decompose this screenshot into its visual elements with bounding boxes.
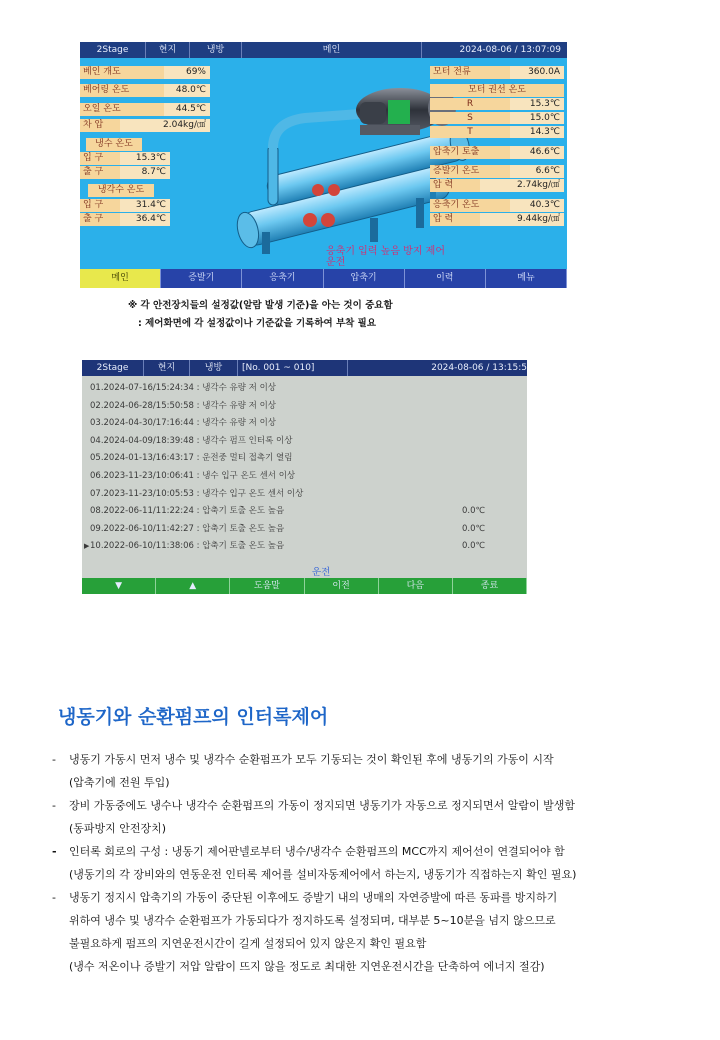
list-item[interactable] (90, 433, 510, 451)
scroll-up-button[interactable]: ▲ (156, 578, 230, 594)
evaporator-temp-value: 6.6℃ (510, 165, 564, 178)
section-heading: 냉동기와 순환펌프의 인터록제어 (58, 706, 329, 728)
winding-r-value: 15.3℃ (510, 98, 564, 110)
bullet-line (52, 863, 692, 886)
history-value: 0.0℃ (462, 506, 486, 517)
tab-evaporator[interactable]: 증발기 (161, 269, 242, 288)
alarm-line-1: 응축기 입력 높음 방지 제어 (326, 246, 445, 257)
discharge-label: 압축기 토출 (430, 146, 510, 159)
stage-indicator: 2Stage (80, 42, 146, 58)
evaporator-pressure-value: 2.74kg/㎠ (480, 179, 564, 192)
chilled-in-value: 15.3℃ (120, 152, 170, 165)
bullet-text: 인터록 회로의 구성 : 냉동기 제어판넬로부터 냉수/냉각수 순환펌프의 MCC까지 제어선이 연결되어야 함 (69, 845, 565, 858)
list-item[interactable] (90, 503, 510, 521)
list-item[interactable] (90, 415, 510, 433)
run-status: 운전 (326, 257, 346, 268)
mode-cooling: 냉방 (190, 42, 242, 58)
note-line-2: : 제어화면에 각 설정값이나 기준값을 기록하여 부착 필요 (138, 318, 377, 329)
winding-s-label: S (430, 112, 510, 124)
list-item[interactable] (90, 521, 510, 539)
bullet-text: (냉동기의 각 장비와의 연동운전 인터록 제어를 설비자동제어에서 하는지, 냉동기가 직접하는지 확인 필요) (69, 868, 577, 881)
scroll-down-button[interactable]: ▼ (82, 578, 156, 594)
history-text: 04.2024-04-09/18:39:48 : 냉각수 펌프 인터록 이상 (90, 435, 293, 446)
screen1-tab-bar (80, 269, 567, 288)
list-item-selected[interactable] (84, 538, 510, 556)
mode-local: 현지 (146, 42, 190, 58)
history-text: 02.2024-06-28/15:50:58 : 냉각수 유량 저 이상 (90, 400, 277, 411)
history-text: 09.2022-06-10/11:42:27 : 압축기 토출 온도 높음 (90, 523, 285, 534)
screen1-status-bar (80, 42, 567, 58)
bullet-line (52, 794, 692, 817)
bullet-text: 냉동기 정지시 압축기의 가동이 중단된 이후에도 증발기 내의 냉매의 자연증발에 따른 동파를 방지하기 (69, 891, 558, 904)
chilled-out-label: 출 구 (80, 166, 120, 179)
screen2-button-bar (82, 578, 527, 594)
alarm-history-screen (82, 360, 527, 594)
history-text: 01.2024-07-16/15:24:34 : 냉각수 유량 저 이상 (90, 383, 277, 393)
motor-current-label: 모터 전류 (430, 66, 510, 79)
list-item[interactable] (90, 468, 510, 486)
history-text: 10.2022-06-10/11:38:06 : 압축기 토출 온도 높음 (90, 541, 285, 552)
evaporator-temp-label: 증발기 온도 (430, 165, 510, 178)
stage-indicator-2: 2Stage (82, 360, 144, 376)
screen2-datetime: 2024-08-06 / 13:15:5 (431, 363, 527, 373)
history-text: 03.2024-04-30/17:16:44 : 냉각수 유량 저 이상 (90, 418, 277, 429)
condenser-temp-label: 응축기 온도 (430, 199, 510, 212)
winding-t-label: T (430, 126, 510, 138)
bullet-line (52, 840, 692, 863)
vane-opening-value: 69% (164, 66, 210, 79)
condenser-temp-value: 40.3℃ (510, 199, 564, 212)
condenser-pressure-label: 압 력 (430, 213, 480, 226)
bullet-line (52, 748, 692, 771)
bearing-temp-value: 48.0℃ (164, 84, 210, 97)
condenser-pressure-value: 9.44kg/㎠ (480, 213, 564, 226)
bullet-line (52, 955, 692, 978)
prev-button[interactable]: 이전 (305, 578, 379, 594)
oil-temp-label: 오일 온도 (80, 103, 164, 116)
bullet-dash: - (52, 753, 56, 766)
bullet-dash: - (52, 845, 57, 858)
bullet-text: 위하여 냉수 및 냉각수 순환펌프가 가동되다가 정지하도록 설정되며, 대부분 5~10분을 넘지 않으므로 (69, 914, 556, 927)
chilled-water-title: 냉수 온도 (86, 138, 142, 151)
tab-history[interactable]: 이력 (405, 269, 486, 288)
bullet-dash: - (52, 891, 56, 904)
screen1-datetime: 2024-08-06 / 13:07:09 (459, 45, 561, 55)
screen2-status-bar (82, 360, 527, 376)
alarm-history-list (84, 380, 510, 556)
tab-compressor[interactable]: 압축기 (324, 269, 405, 288)
exit-button[interactable]: 종료 (453, 578, 527, 594)
history-text: 08.2022-06-11/11:22:24 : 압축기 토출 온도 높음 (90, 506, 285, 517)
bullet-line (52, 771, 692, 794)
tab-main[interactable]: 메인 (80, 269, 161, 288)
mode-local-2: 현지 (144, 360, 190, 376)
alarm-message (326, 246, 445, 268)
list-item[interactable] (90, 450, 510, 468)
bullet-line (52, 909, 692, 932)
list-item[interactable] (90, 398, 510, 416)
diff-pressure-value: 2.04kg/㎠ (120, 119, 210, 132)
cooling-out-value: 36.4℃ (120, 213, 170, 226)
discharge-value: 46.6℃ (510, 146, 564, 159)
history-range: [No. 001 ~ 010] (238, 360, 348, 376)
bullet-text: (냉수 저온이나 증발기 저압 알람이 뜨지 않을 정도로 최대한 지연운전시간을 단축하여 에너지 절감) (69, 960, 545, 973)
history-value: 0.0℃ (462, 541, 486, 552)
next-button[interactable]: 다음 (379, 578, 453, 594)
history-text: 05.2024-01-13/16:43:17 : 운전중 멀티 접촉기 열림 (90, 453, 293, 464)
bearing-temp-label: 베어링 온도 (80, 84, 164, 97)
selection-arrow-icon: ▶ (84, 542, 90, 551)
bullet-line (52, 817, 692, 840)
bullet-line (52, 886, 692, 909)
list-item[interactable] (90, 380, 510, 398)
bullet-text: (압축기에 전원 투입) (69, 776, 170, 789)
bullet-line (52, 932, 692, 955)
winding-r-label: R (430, 98, 510, 110)
motor-current-value: 360.0A (510, 66, 564, 79)
list-item[interactable] (90, 486, 510, 504)
history-value: 0.0℃ (462, 523, 486, 534)
chilled-out-value: 8.7℃ (120, 166, 170, 179)
mode-cooling-2: 냉방 (190, 360, 238, 376)
tab-condenser[interactable]: 응축기 (242, 269, 323, 288)
cooling-in-label: 입 구 (80, 199, 120, 212)
cooling-in-value: 31.4℃ (120, 199, 170, 212)
cooling-out-label: 출 구 (80, 213, 120, 226)
tab-menu[interactable]: 메뉴 (486, 269, 567, 288)
bullet-text: (동파방지 안전장치) (69, 822, 167, 835)
winding-s-value: 15.0℃ (510, 112, 564, 124)
evaporator-pressure-label: 압 력 (430, 179, 480, 192)
chilled-in-label: 입 구 (80, 152, 120, 165)
bullet-text: 장비 가동중에도 냉수나 냉각수 순환펌프의 가동이 정지되면 냉동기가 자동으로 정지되면서 알람이 발생함 (69, 799, 576, 812)
bullet-text: 냉동기 가동시 먼저 냉수 및 냉각수 순환펌프가 모두 기동되는 것이 확인된 후에 냉동기의 가동이 시작 (69, 753, 554, 766)
interlock-description (52, 748, 692, 978)
screen1-title: 메인 (242, 42, 422, 58)
diff-pressure-label: 차 압 (80, 119, 120, 132)
note-line-1: ※ 각 안전장치들의 설정값(알람 발생 기준)을 아는 것이 중요함 (128, 300, 393, 311)
oil-temp-value: 44.5℃ (164, 103, 210, 116)
cooling-water-title: 냉각수 온도 (88, 184, 154, 197)
winding-temp-title: 모터 권선 온도 (430, 84, 564, 97)
bullet-dash: - (52, 799, 56, 812)
run-status-2: 운전 (312, 567, 331, 578)
winding-t-value: 14.3℃ (510, 126, 564, 138)
history-text: 06.2023-11-23/10:06:41 : 냉수 입구 온도 센서 이상 (90, 470, 296, 481)
bullet-text: 불필요하게 펌프의 지연운전시간이 길게 설정되어 있지 않은지 확인 필요함 (69, 937, 427, 950)
help-button[interactable]: 도움말 (230, 578, 304, 594)
chiller-main-screen (80, 42, 567, 288)
vane-opening-label: 베인 개도 (80, 66, 164, 79)
history-text: 07.2023-11-23/10:05:53 : 냉각수 입구 온도 센서 이상 (90, 488, 304, 499)
